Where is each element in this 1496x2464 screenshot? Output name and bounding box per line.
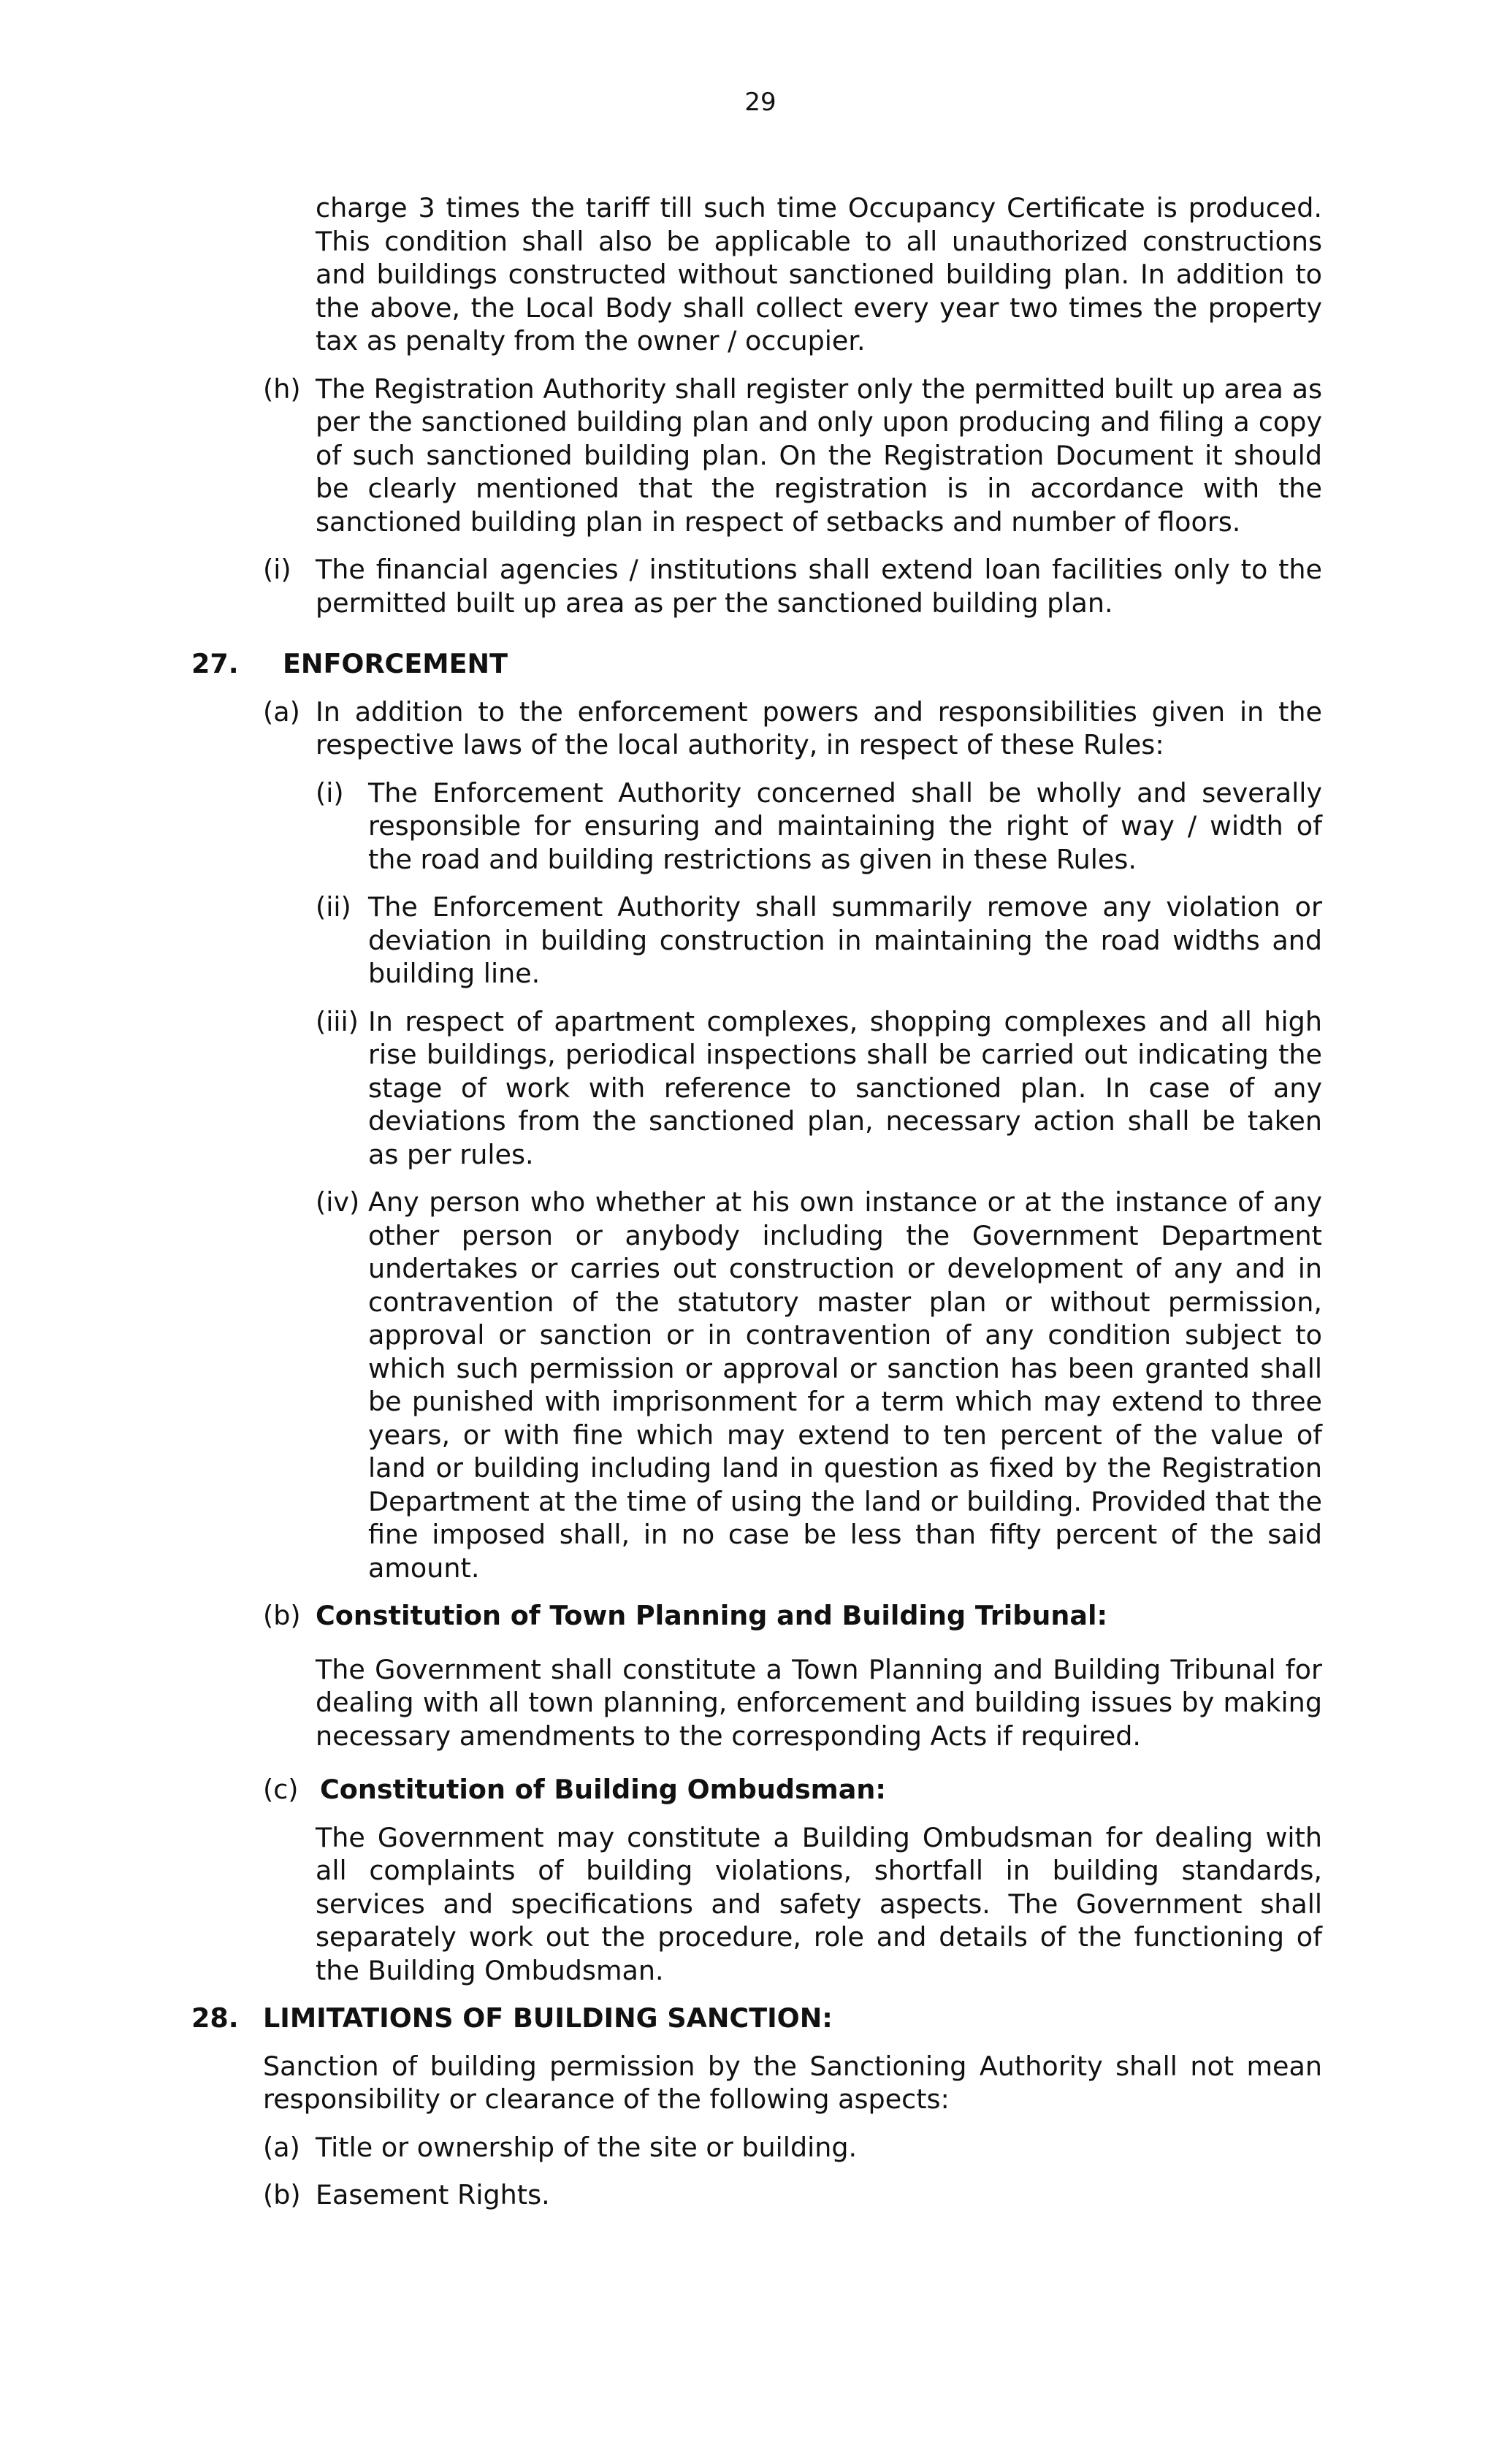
section-number: 28.: [191, 2002, 239, 2034]
sub-item-i: [316, 777, 1322, 877]
item-text: The financial agencies / institutions shall extend loan facilities only to the permitted built up area as per the sanctioned building plan.: [316, 554, 1322, 619]
tribunal-paragraph: The Government shall constitute a Town Planning and Building Tribunal for dealing with all town planning, enforcement and building issues by making necessary amendments to the corresponding Acts if required.: [316, 1653, 1322, 1752]
item-marker: (h): [263, 373, 301, 405]
item-marker: (b): [263, 2179, 301, 2211]
sub-item-text: The Enforcement Authority shall summarily remove any violation or deviation in building construction in maintaining the road widths and building line.: [368, 891, 1322, 989]
list-item-27b: [263, 1599, 1322, 1633]
item-marker: (c): [263, 1774, 299, 1805]
section-28-intro: Sanction of building permission by the Sanctioning Authority shall not mean responsibility or clearance of the following aspects:: [263, 2050, 1322, 2115]
item-marker: (a): [263, 2131, 300, 2163]
item-text: The Registration Authority shall register only the permitted built up area as per the sanctioned building plan and only upon producing and filing a copy of such sanctioned building plan. On the Registration Document it should be clearly mentioned that the registration is in accordance with the sanctioned building plan in respect of setbacks and number of floors.: [316, 373, 1322, 538]
section-number: 27.: [191, 648, 239, 679]
section-28-heading: [191, 2002, 1322, 2035]
item-text: Easement Rights.: [316, 2179, 550, 2211]
item-marker: (i): [263, 554, 291, 585]
document-body: [191, 191, 1322, 2212]
list-item-27a: [263, 695, 1322, 762]
list-item-28a: [263, 2131, 1322, 2164]
list-item-i: [263, 553, 1322, 619]
subsection-heading: Constitution of Building Ombudsman:: [320, 1774, 886, 1805]
sub-item-marker: (iii): [316, 1005, 359, 1037]
item-text: Title or ownership of the site or building.: [316, 2131, 858, 2163]
continuation-paragraph: charge 3 times the tariff till such time Occupancy Certificate is produced. This condition shall also be applicable to all unauthorized constructions and buildings constructed without sanctioned building plan. In addition to the above, the Local Body shall collect every year two times the property tax as penalty from the owner / occupier.: [316, 192, 1322, 356]
list-item-h: [263, 373, 1322, 539]
sub-item-ii: [316, 890, 1322, 991]
sub-item-text: The Enforcement Authority concerned shall be wholly and severally responsible for ensuring and maintaining the right of way / width of the road and building restrictions as given in these Rules.: [368, 777, 1322, 875]
sub-item-iii: [316, 1005, 1322, 1172]
list-item-27c: [263, 1773, 1322, 1807]
sub-item-iv: [316, 1186, 1322, 1584]
sub-item-text: In respect of apartment complexes, shopping complexes and all high rise buildings, periodical inspections shall be carried out indicating the stage of work with reference to sanctioned plan. In case of any deviations from the sanctioned plan, necessary action shall be taken as per rules.: [368, 1005, 1322, 1170]
subsection-heading: Constitution of Town Planning and Building Tribunal:: [316, 1600, 1108, 1631]
section-27-heading: [191, 647, 1322, 681]
page-number: 29: [744, 88, 776, 117]
item-marker: (a): [263, 695, 300, 728]
item-text: In addition to the enforcement powers and responsibilities given in the respective laws of the local authority, in respect of these Rules:: [316, 695, 1322, 760]
item-marker: (b): [263, 1600, 301, 1631]
section-title: LIMITATIONS OF BUILDING SANCTION:: [263, 2002, 833, 2034]
sub-item-marker: (iv): [316, 1186, 360, 1218]
section-title: ENFORCEMENT: [283, 648, 508, 679]
ombudsman-paragraph: The Government may constitute a Building Ombudsman for dealing with all complaints of building violations, shortfall in building standards, services and specifications and safety aspects. The Government shall separately work out the procedure, role and details of the functioning of the Building Ombudsman.: [316, 1821, 1322, 1986]
list-item-28b: [263, 2178, 1322, 2212]
sub-item-text: Any person who whether at his own instance or at the instance of any other person or anybody including the Government Department undertakes or carries out construction or development of any and in contravention of the statutory master plan or without permission, approval or sanction or in contravention of any condition subject to which such permission or approval or sanction has been granted shall be punished with imprisonment for a term which may extend to three years, or with fine which may extend to ten percent of the value of land or building including land in question as fixed by the Registration Department at the time of using the land or building. Provided that the fine imposed shall, in no case be less than fifty percent of the said amount.: [368, 1186, 1322, 1584]
sub-item-marker: (ii): [316, 891, 351, 923]
sub-item-marker: (i): [316, 777, 344, 809]
